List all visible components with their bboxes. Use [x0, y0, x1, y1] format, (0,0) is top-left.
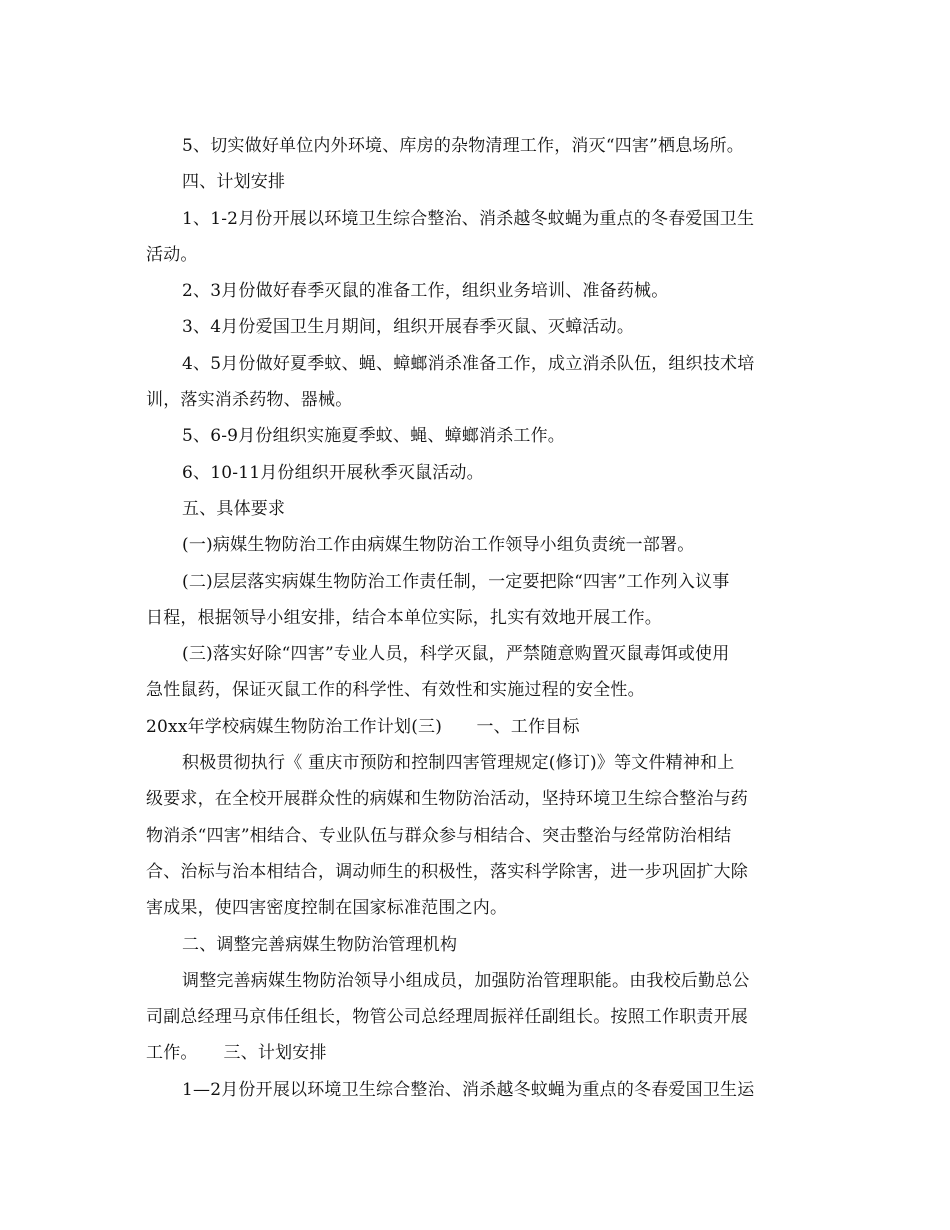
paragraph-line: 1、1-2月份开展以环境卫生综合整治、消杀越冬蚊蝇为重点的冬春爱国卫生 — [182, 208, 755, 229]
paragraph-line: 1—2月份开展以环境卫生综合整治、消杀越冬蚊蝇为重点的冬春爱国卫生运 — [182, 1079, 755, 1100]
paragraph-line: 3、4月份爱国卫生月期间，组织开展春季灭鼠、灭蟑活动。 — [182, 317, 635, 338]
paragraph-line: (二)层层落实病媒生物防治工作责任制，一定要把除“四害”工作列入议事 — [182, 571, 730, 592]
paragraph-line: (一)病媒生物防治工作由病媒生物防治工作领导小组负责统一部署。 — [182, 535, 695, 556]
section-heading: 五、具体要求 — [182, 498, 286, 519]
paragraph-line: 积极贯彻执行《 重庆市预防和控制四害管理规定(修订)》等文件精神和上 — [182, 753, 735, 774]
paragraph-line: 5、6-9月份组织实施夏季蚊、蝇、蟑螂消杀工作。 — [182, 426, 565, 447]
document-page — [146, 128, 806, 1108]
paragraph-line: 工作。 三、计划安排 — [146, 1043, 327, 1064]
paragraph-line: 级要求，在全校开展群众性的病媒和生物防治活动，坚持环境卫生综合整治与药 — [146, 789, 748, 810]
paragraph-line: 日程，根据领导小组安排，结合本单位实际，扎实有效地开展工作。 — [146, 607, 662, 628]
paragraph-line: 物消杀“四害”相结合、专业队伍与群众参与相结合、突击整治与经常防治相结 — [146, 825, 732, 846]
paragraph-line: 5、切实做好单位内外环境、库房的杂物清理工作，消灭“四害”栖息场所。 — [182, 136, 744, 156]
paragraph-line: 司副总经理马京伟任组长，物管公司总经理周振祥任副组长。按照工作职责开展 — [146, 1007, 748, 1028]
document-title-line: 20xx年学校病媒生物防治工作计划(三) 一、工作目标 — [146, 716, 580, 737]
paragraph-line: 合、治标与治本相结合，调动师生的积极性，落实科学除害，进一步巩固扩大除 — [146, 861, 748, 882]
paragraph-line: (三)落实好除“四害”专业人员，科学灭鼠，严禁随意购置灭鼠毒饵或使用 — [182, 644, 730, 665]
paragraph-line: 调整完善病媒生物防治领导小组成员，加强防治管理职能。由我校后勤总公 — [182, 970, 750, 991]
paragraph-line: 害成果，使四害密度控制在国家标准范围之内。 — [146, 898, 508, 919]
paragraph-line: 急性鼠药，保证灭鼠工作的科学性、有效性和实施过程的安全性。 — [146, 680, 645, 701]
section-heading: 四、计划安排 — [182, 172, 286, 193]
paragraph-line: 活动。 — [146, 244, 198, 265]
paragraph-line: 2、3月份做好春季灭鼠的准备工作，组织业务培训、准备药械。 — [182, 281, 669, 302]
paragraph-line: 训，落实消杀药物、器械。 — [146, 390, 353, 411]
paragraph-line: 4、5月份做好夏季蚊、蝇、蟑螂消杀准备工作，成立消杀队伍，组织技术培 — [182, 353, 755, 374]
section-heading: 二、调整完善病媒生物防治管理机构 — [182, 934, 458, 955]
paragraph-line: 6、10-11月份组织开展秋季灭鼠活动。 — [182, 462, 484, 483]
